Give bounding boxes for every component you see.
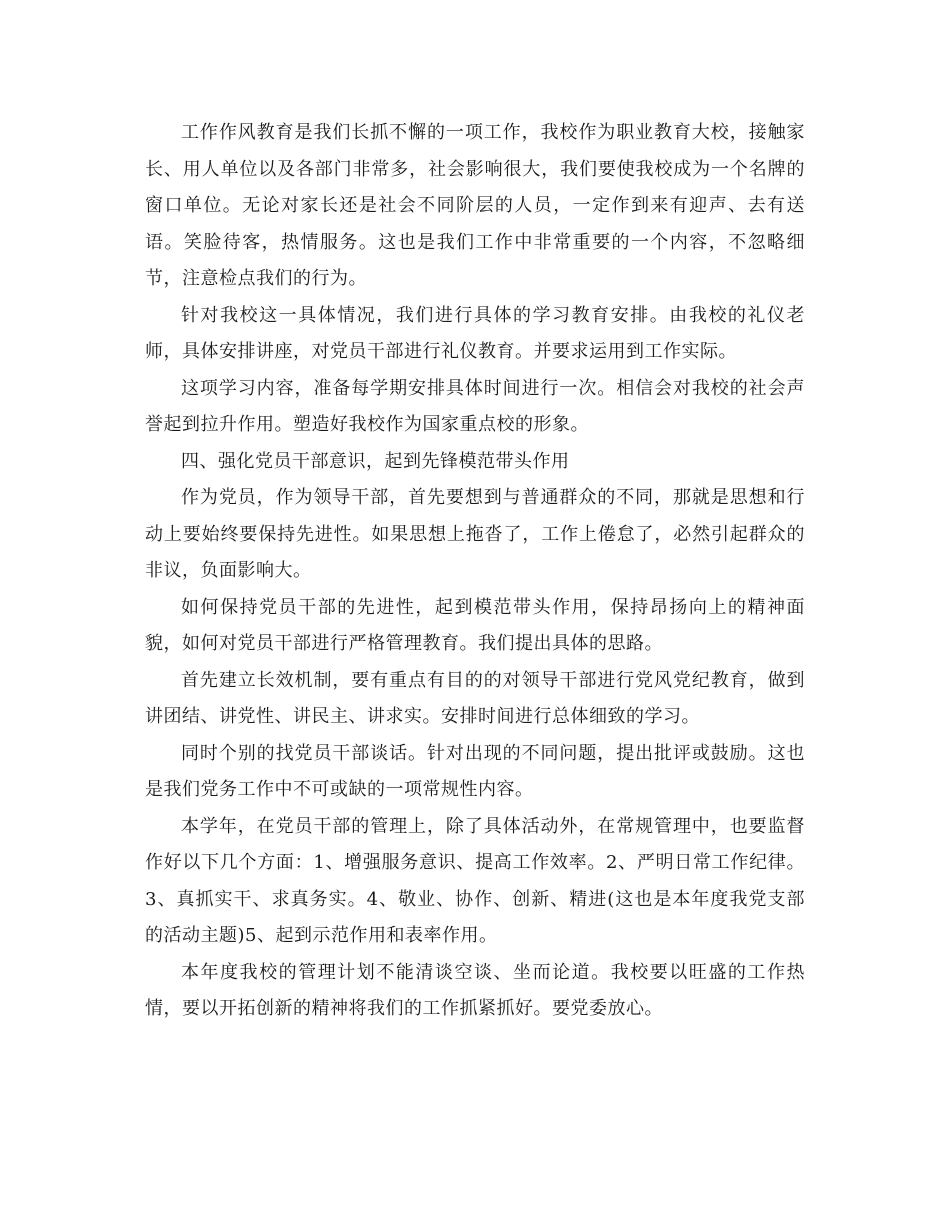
paragraph-school-year: 本学年，在党员干部的管理上，除了具体活动外，在常规管理中，也要监督作好以下几个方面：1、增强服务意识、提高工作效率。2、严明日常工作纪律。3、真抓实干、求真务实。4、敬业、协作、创新、精进(这也是本年度我党支部的活动主题)5、起到示范作用和表率作用。 [145,815,805,946]
section-heading-four: 四、强化党员干部意识，起到先锋模范带头作用 [181,450,570,472]
paragraph-individual-talks: 同时个别的找党员干部谈话。针对出现的不同问题，提出批评或鼓励。这也是我们党务工作中不可或缺的一项常规性内容。 [145,742,805,800]
paragraph-study-schedule: 这项学习内容，准备每学期安排具体时间进行一次。相信会对我校的社会声誉起到拉升作用。塑造好我校作为国家重点校的形象。 [145,377,805,435]
paragraph-annual-plan: 本年度我校的管理计划不能清谈空谈、坐而论道。我校要以旺盛的工作热情，要以开拓创新的精神将我们的工作抓紧抓好。要党委放心。 [145,961,805,1019]
paragraph-party-member: 作为党员，作为领导干部，首先要想到与普通群众的不同，那就是思想和行动上要始终要保持先进性。如果思想上拖沓了，工作上倦怠了，必然引起群众的非议，负面影响大。 [145,487,805,581]
paragraph-long-term-mechanism: 首先建立长效机制，要有重点有目的的对领导干部进行党风党纪教育，做到讲团结、讲党性、讲民主、讲求实。安排时间进行总体细致的学习。 [145,669,805,727]
document-body [145,115,805,1028]
paragraph-etiquette-plan: 针对我校这一具体情况，我们进行具体的学习教育安排。由我校的礼仪老师，具体安排讲座，对党员干部进行礼仪教育。并要求运用到工作实际。 [145,304,805,362]
paragraph-work-style: 工作作风教育是我们长抓不懈的一项工作，我校作为职业教育大校，接触家长、用人单位以及各部门非常多，社会影响很大，我们要使我校成为一个名牌的窗口单位。无论对家长还是社会不同阶层的人员，一定作到来有迎声、去有送语。笑脸待客，热情服务。这也是我们工作中非常重要的一个内容，不忽略细节，注意检点我们的行为。 [145,122,805,289]
paragraph-keep-advanced: 如何保持党员干部的先进性，起到模范带头作用，保持昂扬向上的精神面貌，如何对党员干部进行严格管理教育。我们提出具体的思路。 [145,596,805,654]
